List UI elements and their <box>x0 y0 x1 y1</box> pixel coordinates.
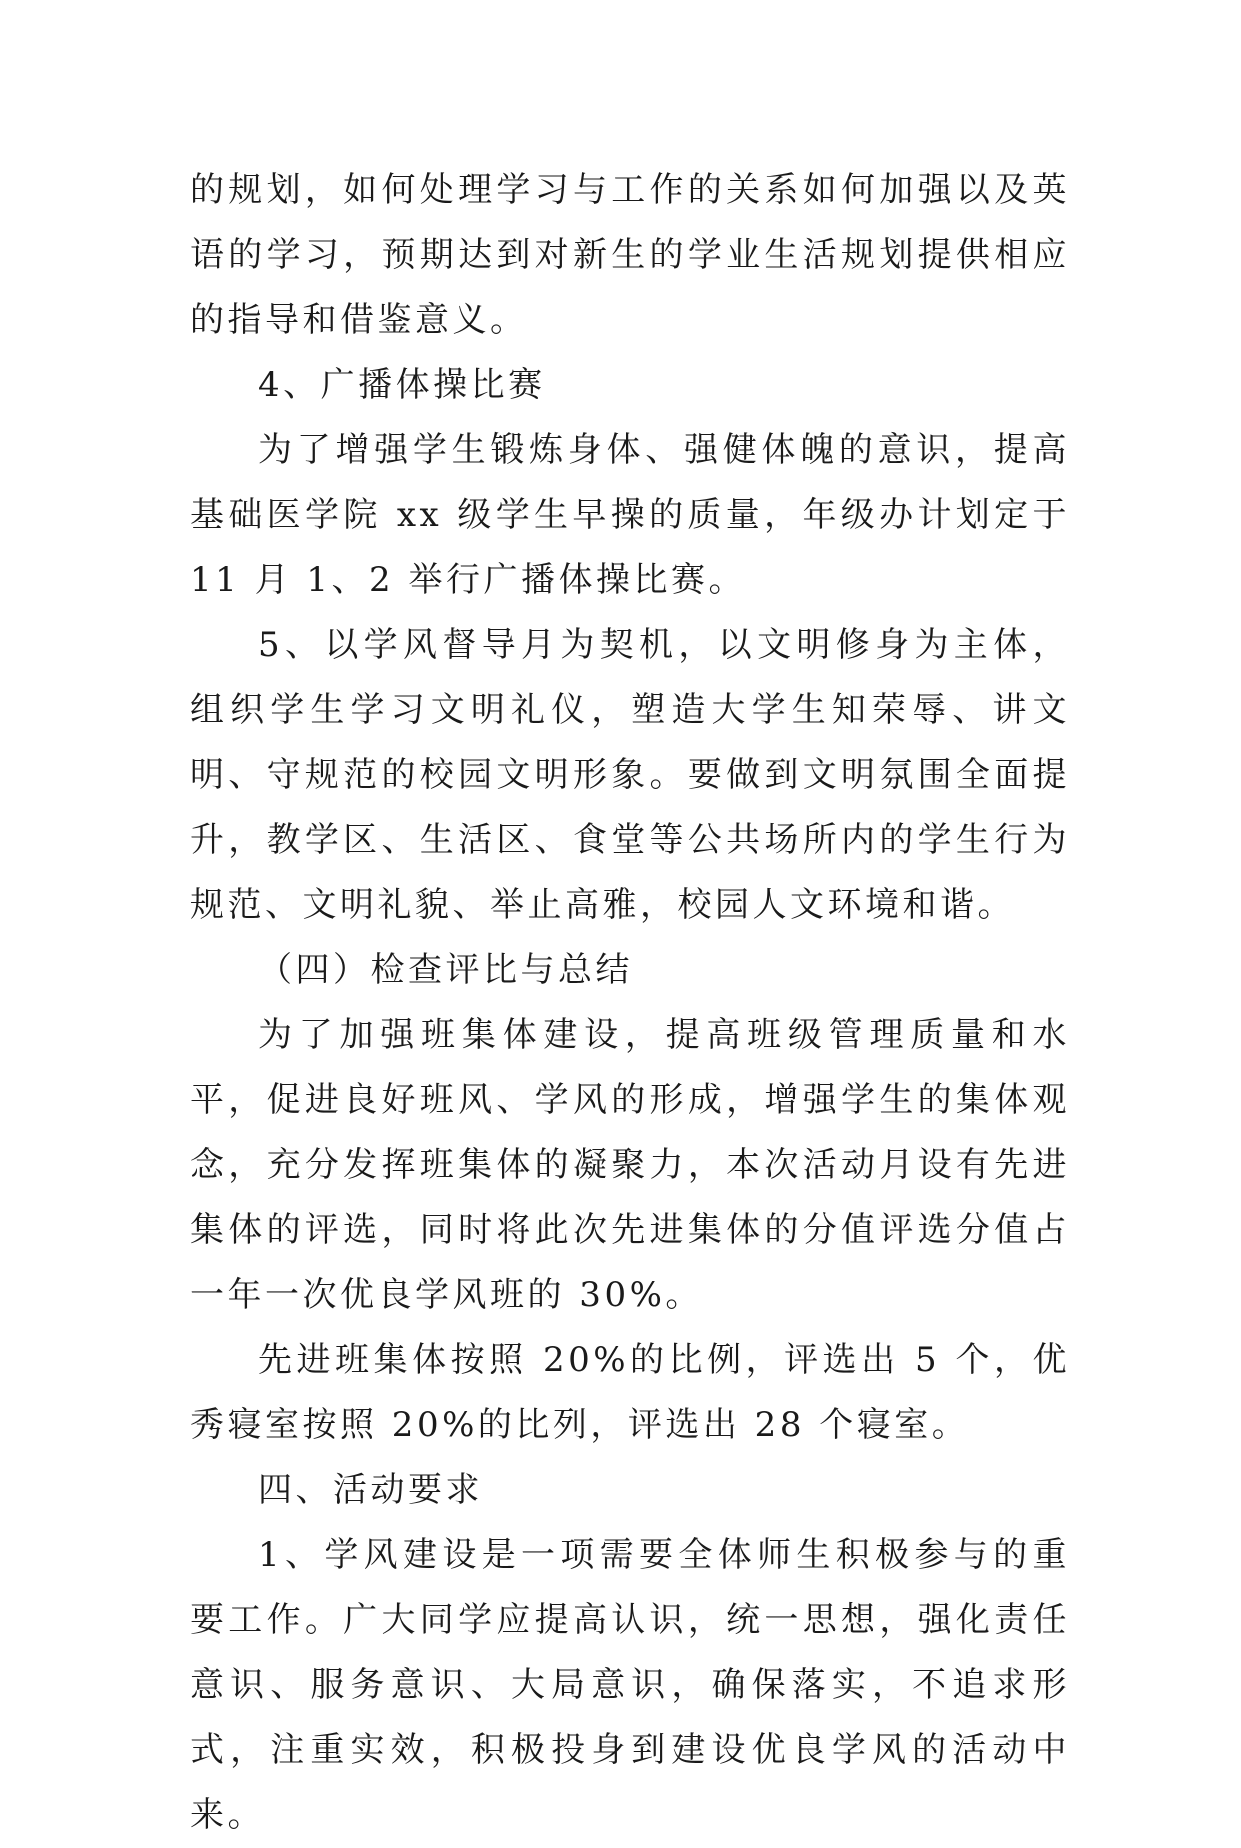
paragraph-requirement-1: 1、学风建设是一项需要全体师生积极参与的重要工作。广大同学应提高认识，统一思想，强化责任意识、服务意识、大局意识，确保落实，不追求形式，注重实效，积极投身到建设优良学风的活动中来。 <box>190 1535 1070 1835</box>
paragraph-civility: 5、以学风督导月为契机，以文明修身为主体，组织学生学习文明礼仪，塑造大学生知荣辱、讲文明、守规范的校园文明形象。要做到文明氛围全面提升，教学区、生活区、食堂等公共场所内的学生行为规范、文明礼貌、举止高雅，校园人文环境和谐。 <box>190 625 1070 925</box>
paragraph-selection-ratio: 先进班集体按照 20%的比例，评选出 5 个，优秀寝室按照 20%的比列，评选出 28 个寝室。 <box>190 1340 1070 1445</box>
paragraph-continuation: 的规划，如何处理学习与工作的关系如何加强以及英语的学习，预期达到对新生的学业生活规划提供相应的指导和借鉴意义。 <box>190 170 1070 340</box>
section-heading-inspection: （四）检查评比与总结 <box>258 950 633 990</box>
paragraph-broadcast-exercise: 为了增强学生锻炼身体、强健体魄的意识，提高基础医学院 xx 级学生早操的质量，年级办计划定于 11 月 1、2 举行广播体操比赛。 <box>190 430 1070 600</box>
document-body <box>190 158 1070 1848</box>
section-heading-requirements: 四、活动要求 <box>258 1470 483 1510</box>
paragraph-class-building: 为了加强班集体建设，提高班级管理质量和水平，促进良好班风、学风的形成，增强学生的集体观念，充分发挥班集体的凝聚力，本次活动月设有先进集体的评选，同时将此次先进集体的分值评选分值占一年一次优良学风班的 30%。 <box>190 1015 1070 1315</box>
section-heading-broadcast-exercise: 4、广播体操比赛 <box>258 365 546 405</box>
